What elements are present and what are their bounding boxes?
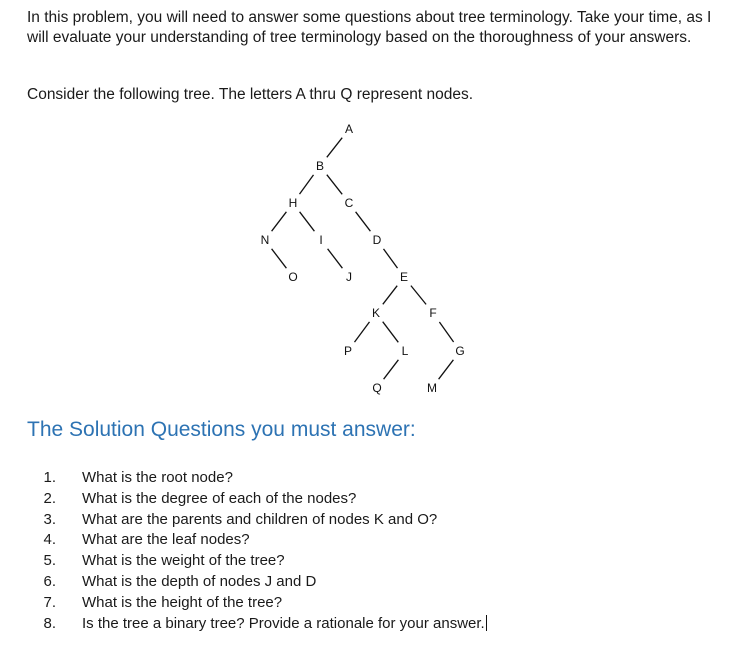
tree-edge [327,175,342,195]
tree-edge [327,138,342,158]
tree-node-q: Q [372,381,382,395]
tree-edge [411,286,426,305]
question-item: 3. What are the parents and children of nodes K and O? [43,510,438,528]
tree-edge [355,322,370,342]
question-item: 5. What is the weight of the tree? [43,552,285,570]
consider-paragraph: Consider the following tree. The letters A thru Q represent nodes. [27,86,474,103]
tree-edge [356,212,371,231]
question-item: 8. Is the tree a binary tree? Provide a rationale for your answer. [43,614,485,632]
tree-node-m: M [427,381,437,395]
tree-node-n: N [260,233,270,247]
tree-node-a: A [344,122,354,136]
tree-node-b: B [315,159,325,173]
text-cursor [486,615,487,631]
tree-edge [300,212,315,231]
tree-node-g: G [455,344,465,358]
tree-edge [272,249,287,268]
question-item: 4. What are the leaf nodes? [43,531,250,549]
question-item: 2. What is the degree of each of the nodes? [43,489,357,507]
tree-node-labels [261,122,465,395]
question-list [27,468,487,634]
question-item: 1. What is the root node? [43,469,233,486]
tree-node-e: E [399,270,409,284]
tree-node-k: K [371,306,381,320]
tree-node-h: H [288,196,298,210]
tree-node-j: J [346,270,352,284]
tree-edges [272,138,454,380]
tree-edge [383,322,399,343]
tree-node-p: P [343,344,353,358]
tree-edge [272,212,287,231]
intro-paragraph: In this problem, you will need to answer some questions about tree terminology. Take your time, as I will evaluate your understanding of tree terminology based on the thoroughness of your answers. [27,9,712,46]
tree-edge [328,249,343,268]
tree-node-f: F [429,306,437,320]
question-item: 6. What is the depth of nodes J and D [43,572,317,590]
tree-edge [439,322,453,342]
section-heading: The Solution Questions you must answer: [27,418,416,441]
tree-node-i: I [319,233,323,247]
question-item: 7. What is the height of the tree? [43,593,283,611]
tree-edge [383,286,397,305]
tree-edge [384,360,399,379]
tree-node-o: O [288,270,298,284]
tree-edge [384,249,398,268]
tree-node-d: D [372,233,382,247]
tree-node-c: C [344,196,354,210]
tree-edge [300,175,314,194]
tree-edge [439,360,454,379]
tree-node-l: L [401,344,409,358]
